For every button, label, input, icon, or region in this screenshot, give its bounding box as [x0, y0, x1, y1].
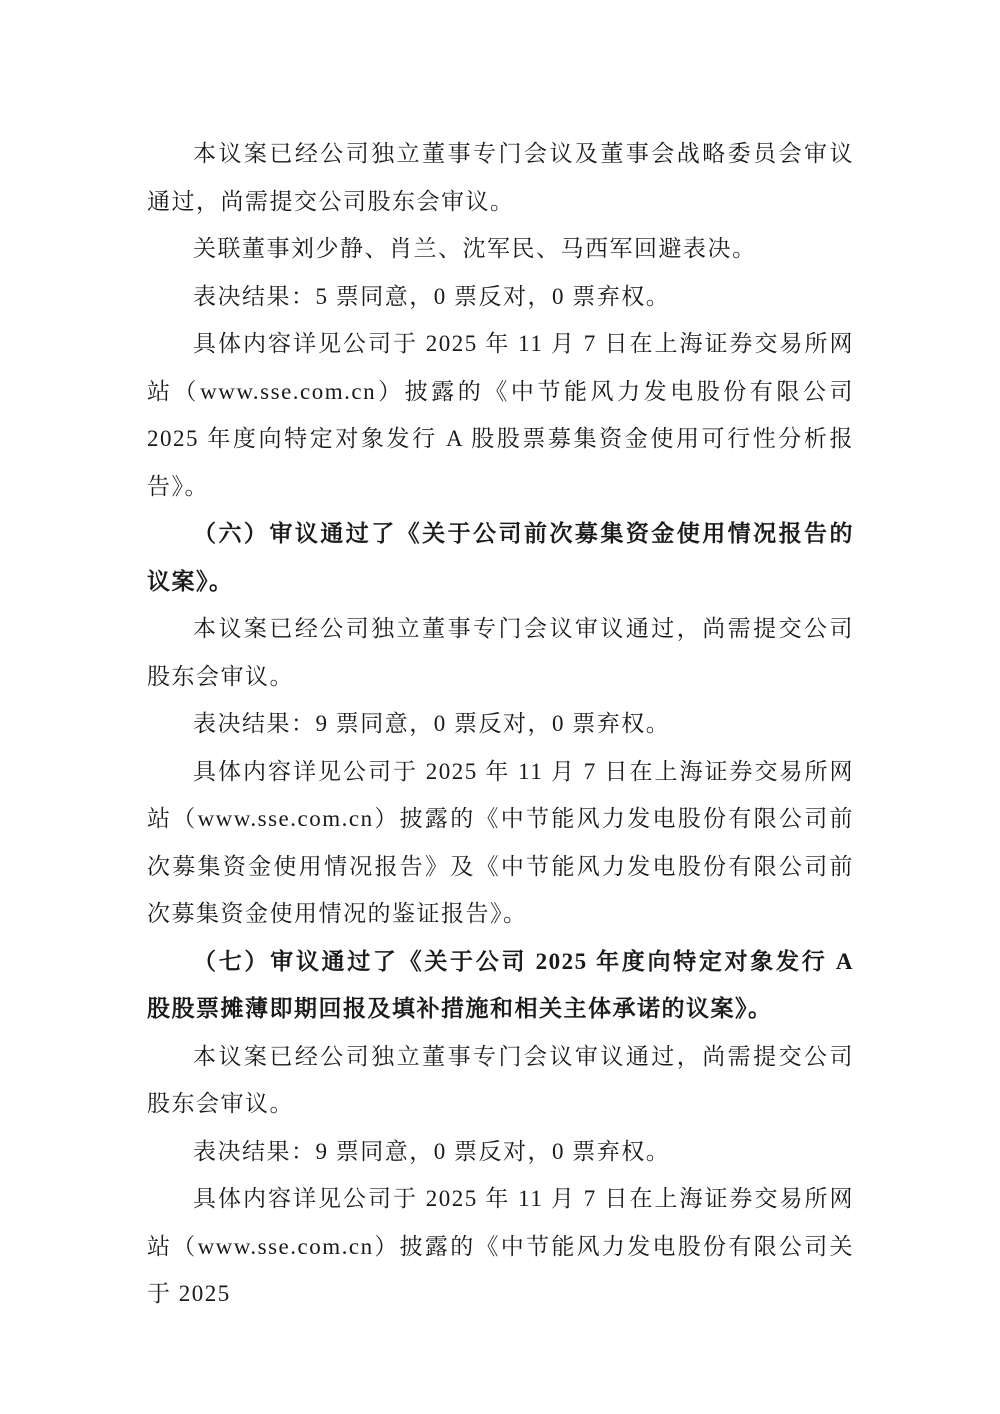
paragraph-disclosure-prior-funds-report: 具体内容详见公司于 2025 年 11 月 7 日在上海证券交易所网站（www.sse.com.cn）披露的《中节能风力发电股份有限公司前次募集资金使用情况报告》及《中节能风力发电股份有限公司前次募集资金使用情况的鉴证报告》。: [147, 758, 854, 926]
paragraph-vote-result-item5: 表决结果：5 票同意，0 票反对，0 票弃权。: [193, 283, 671, 309]
section-heading-item6: （六）审议通过了《关于公司前次募集资金使用情况报告的议案》。: [147, 521, 854, 594]
paragraph-approval-strategy-committee: 本议案已经公司独立董事专门会议及董事会战略委员会审议通过，尚需提交公司股东会审议。: [147, 141, 854, 214]
paragraph-approval-item7: 本议案已经公司独立董事专门会议审议通过，尚需提交公司股东会审议。: [147, 1043, 854, 1116]
paragraph-approval-item6: 本议案已经公司独立董事专门会议审议通过，尚需提交公司股东会审议。: [147, 616, 854, 689]
section-heading-item7: （七）审议通过了《关于公司 2025 年度向特定对象发行 A 股股票摊薄即期回报及填补措施和相关主体承诺的议案》。: [147, 948, 854, 1021]
paragraph-disclosure-item7-continued: 具体内容详见公司于 2025 年 11 月 7 日在上海证券交易所网站（www.sse.com.cn）披露的《中节能风力发电股份有限公司关于 2025: [147, 1186, 854, 1306]
paragraph-vote-result-item6: 表决结果：9 票同意，0 票反对，0 票弃权。: [193, 711, 671, 736]
paragraph-related-directors-abstain: 关联董事刘少静、肖兰、沈军民、马西军回避表决。: [193, 236, 757, 261]
paragraph-vote-result-item7: 表决结果：9 票同意，0 票反对，0 票弃权。: [193, 1138, 671, 1164]
paragraph-disclosure-feasibility-report: 具体内容详见公司于 2025 年 11 月 7 日在上海证券交易所网站（www.sse.com.cn）披露的《中节能风力发电股份有限公司 2025 年度向特定对象发行 A 股股票募集资金使用可行性分析报告》。: [147, 331, 854, 499]
document-content: [147, 130, 854, 1318]
